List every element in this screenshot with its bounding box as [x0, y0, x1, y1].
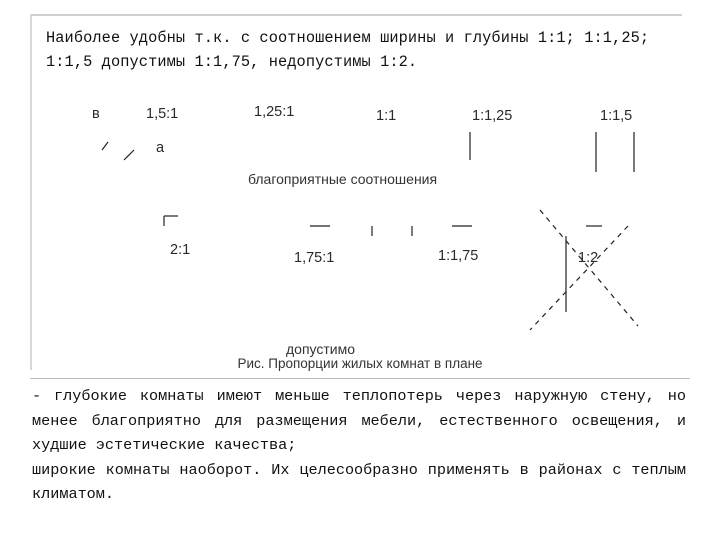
- figure-caption: Рис. Пропорции жилых комнат в плане: [237, 356, 483, 371]
- ratio-label: 1,5:1: [146, 106, 179, 122]
- ratio-label: 1:1: [376, 108, 397, 124]
- intro-text: Наиболее удобны т.к. с соотношением ширины и глубины 1:1; 1:1,25; 1:1,5 допустимы 1:1,75, недопустимы 1:2.: [46, 26, 682, 132]
- side-label-b: в: [92, 106, 100, 122]
- dimension-line: [102, 142, 108, 150]
- body-text: - глубокие комнаты имеют меньше теплопотерь через наружную стену, но менее благоприятно для размещения мебели, естественного освещения, и худшие эстетические качества; широкие комнаты наоборот. Их целесообразно применять в районах с теплым климатом.: [32, 387, 686, 503]
- cross-out-line: [540, 210, 638, 326]
- ratio-label: 1:1,25: [472, 108, 513, 124]
- ratio-label: 2:1: [170, 242, 191, 258]
- side-label-a: а: [156, 140, 165, 156]
- unacceptable-ratio-label: 1:2: [578, 250, 599, 266]
- ratio-label: 1:1,5: [600, 108, 633, 124]
- ratio-label: 1,75:1: [294, 250, 335, 266]
- favorable-caption: благоприятные соотношения: [248, 171, 438, 187]
- divider: [30, 378, 690, 379]
- ratio-label: 1,25:1: [254, 104, 295, 120]
- acceptable-caption: допустимо: [286, 341, 356, 357]
- cross-out-line: [530, 226, 628, 330]
- ratio-label: 1:1,75: [438, 248, 479, 264]
- dimension-line: [124, 150, 134, 160]
